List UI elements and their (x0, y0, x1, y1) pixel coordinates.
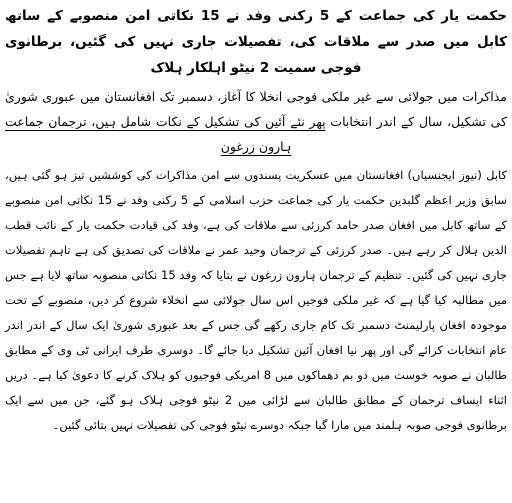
subheadline-text: مذاکرات میں جولائی سے غیر ملکی فوجی انخلا کا آغاز، دسمبر تک افغانستان میں عبوری شوریٰ کی تشکیل، سال کے اندر انتخابات (5, 89, 507, 129)
article-body: کابل (نیوز ایجنسیاں) افغانستان میں عسکریت پسندوں سے امن مذاکرات کی کوششیں تیز ہو گئی ہیں، سابق وزیر اعظم گلبدین حکمت یار کی جماعت حزب اسلامی کے 5 رکنی وفد نے 15 نکاتی امن منصوبے کے ساتھ کابل میں افغان صدر حامد کرزئی سے ملاقات کی ہے، وفد کی قیادت حکمت یار کے نائب قطب الدین ہلال کر رہے ہیں۔ صدر کرزئی کے ترجمان وحید عمر نے ملاقات کی تصدیق کی ہے تاہم تفصیلات جاری نہیں کی گئیں۔ تنظیم کے ترجمان ہارون زرغون نے بتایا کہ وفد 15 نکاتی منصوبہ ساتھ لایا ہے جس میں مطالبہ کیا گیا ہے کہ غیر ملکی فوجیں اس سال جولائی سے انخلاء شروع کر دیں، منصوبے کے تحت موجودہ افغان پارلیمنٹ دسمبر تک کام جاری رکھے گی جس کے بعد عبوری شوریٰ ایک سال کے اندر اندر عام انتخابات کرائے گی اور پھر نیا افغان آئین تشکیل دیا جائے گا۔ دوسری طرف ایرانی ٹی وی کے مطابق طالبان نے صوبہ خوست میں دو بم دھماکوں میں 8 امریکی فوجیوں کو ہلاک کرنے کا دعویٰ کیا ہے۔ دریں اثناء ایساف ترجمان کے مطابق طالبان سے لڑائی میں 2 نیٹو فوجی ہلاک ہو گئے، جن میں سے ایک برطانوی فوجی صوبہ ہلمند میں مارا گیا جبکہ دوسرے نیٹو فوجی کی تفصیلات نہیں بتائی گئیں۔ (5, 168, 508, 432)
subheadline-underlined-text: پھر نئے آئین کی تشکیل کے نکات شامل ہیں، ترجمان جماعت ہارون زرغون (5, 114, 326, 154)
article-headline: حکمت یار کی جماعت کے 5 رکنی وفد نے 15 نکاتی امن منصوبے کے ساتھ کابل میں صدر سے ملاقات کی، تفصیلات جاری نہیں کی گئیں، برطانوی فوجی سمیت 2 نیٹو اہلکار ہلاک (5, 8, 507, 76)
article-subheadline (5, 84, 507, 159)
